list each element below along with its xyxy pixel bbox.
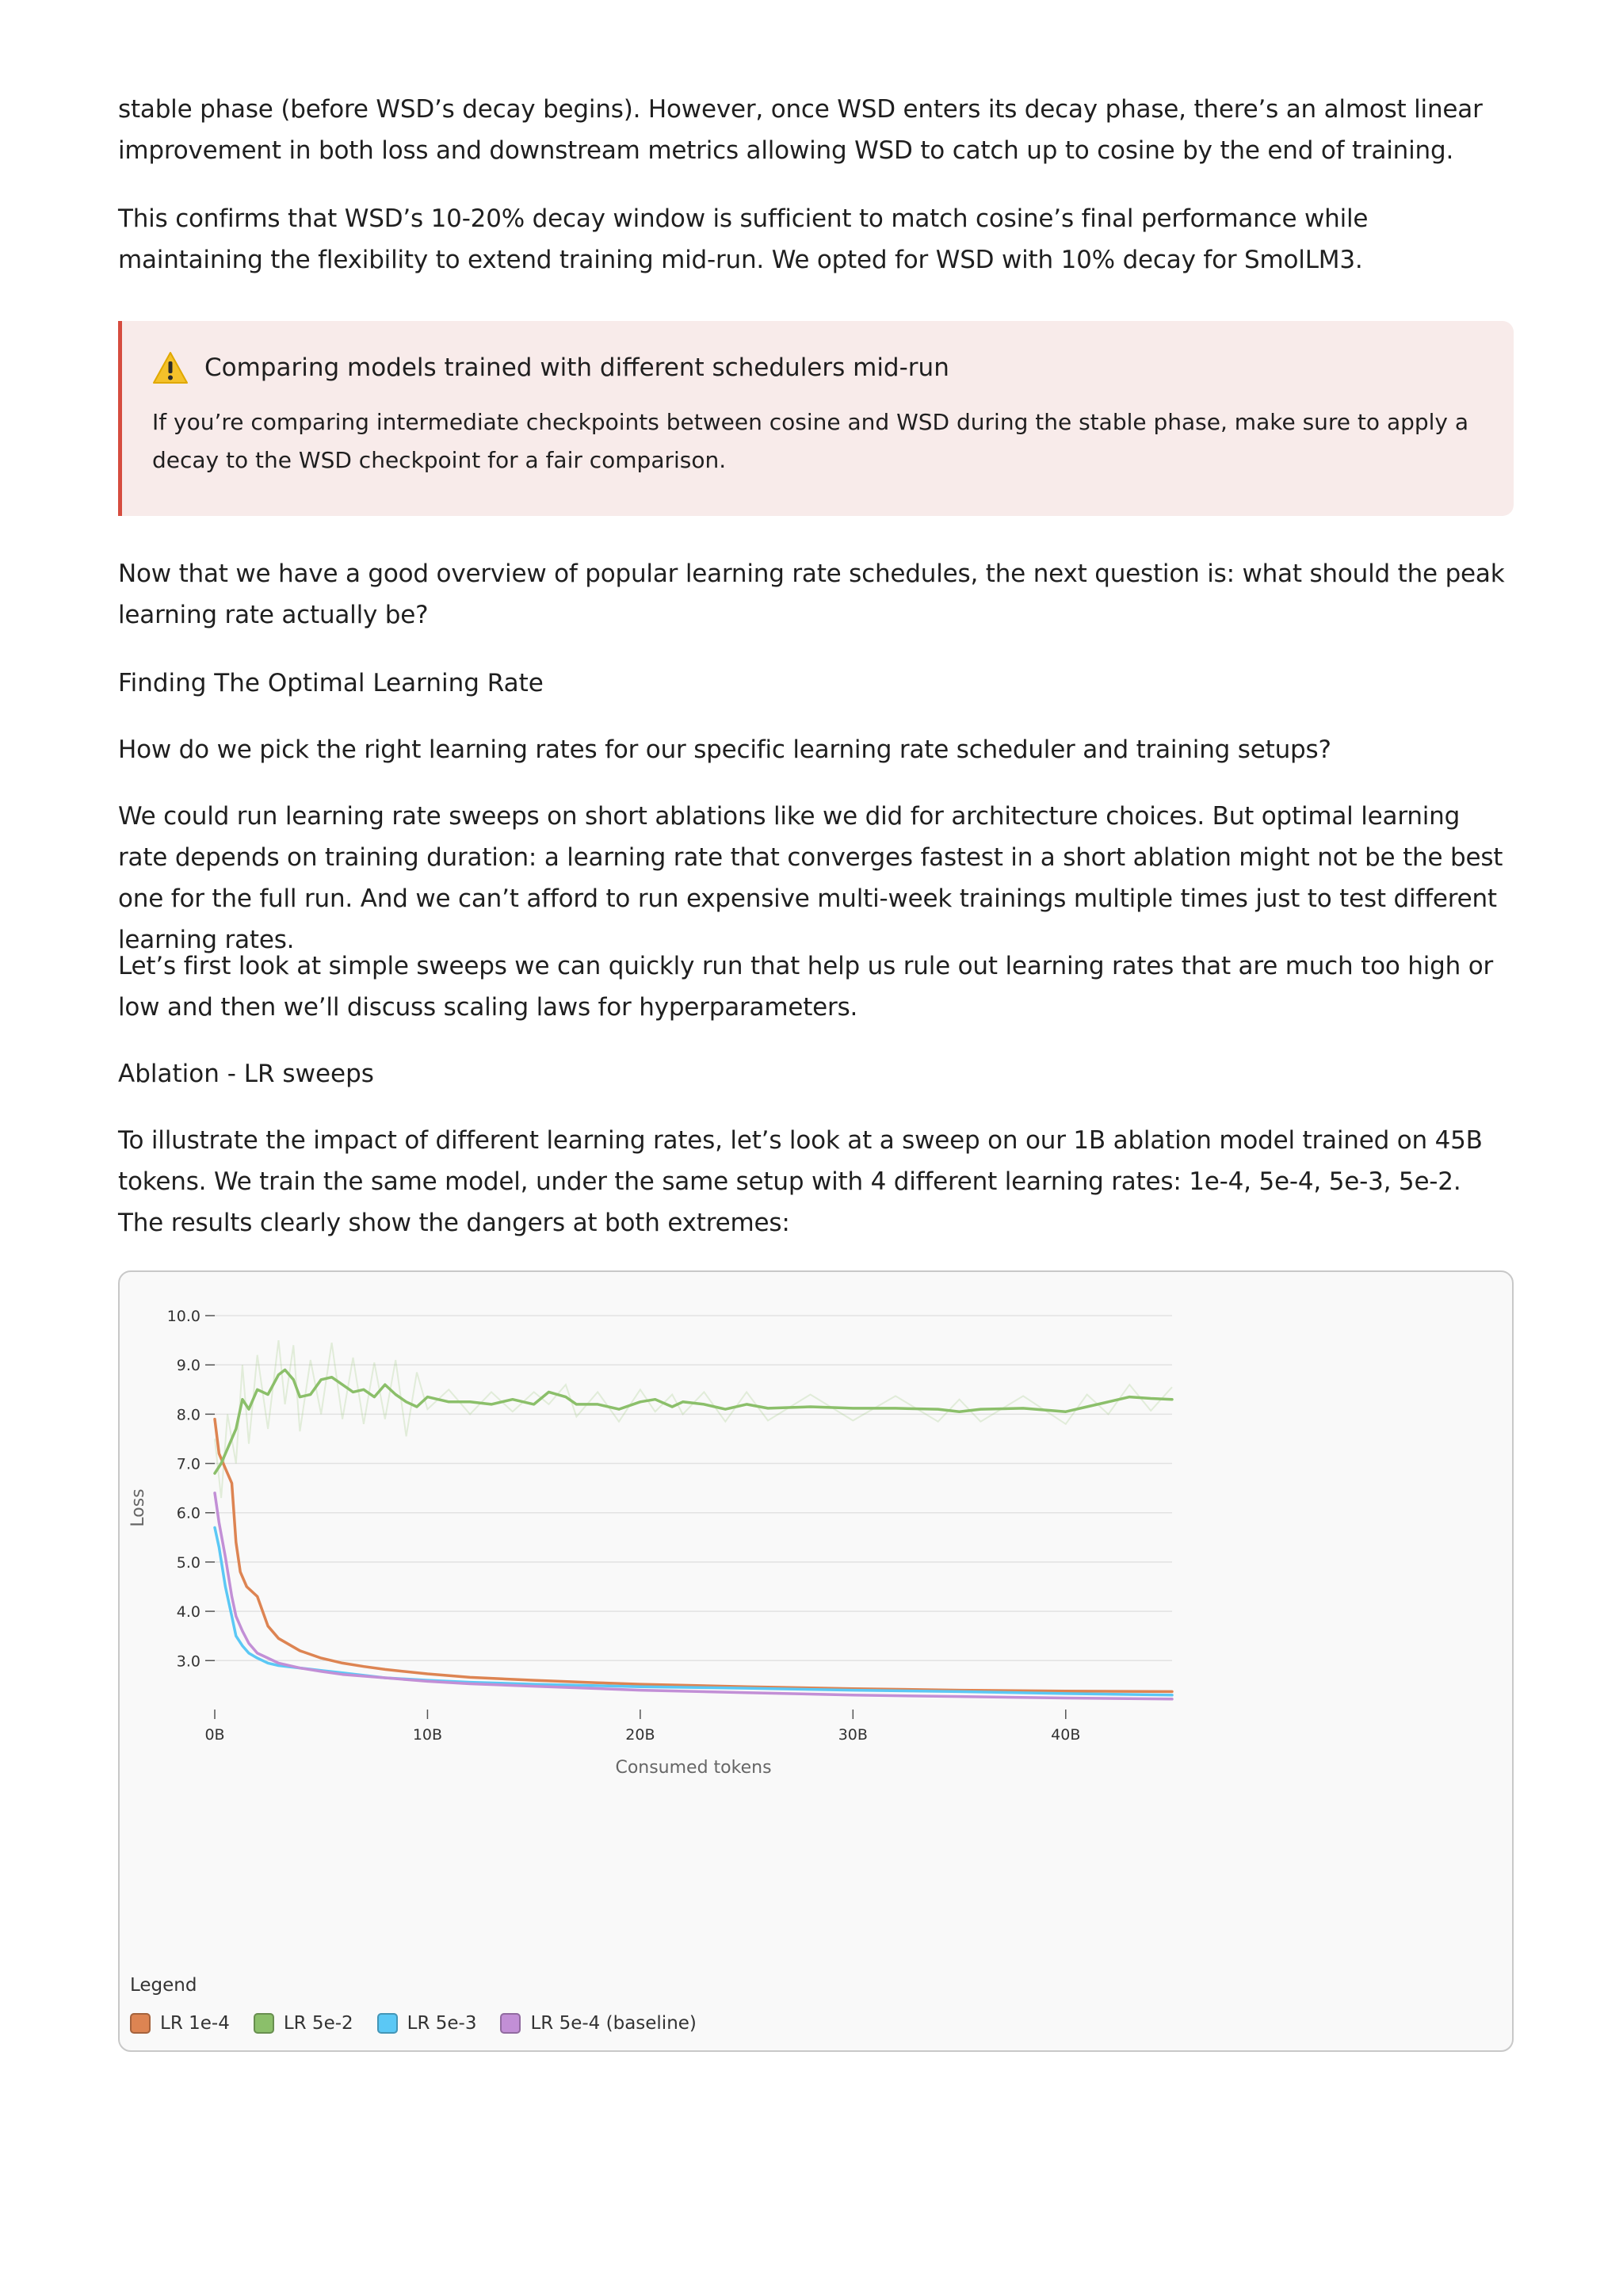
- y-axis-label: Loss: [128, 1488, 148, 1527]
- warning-icon: [152, 350, 189, 385]
- paragraph-3: Now that we have a good overview of popular learning rate schedules, the next question is: what should the peak learning rate actually be?: [118, 560, 1505, 629]
- warning-callout: [118, 321, 1514, 516]
- paragraph-2: This confirms that WSD’s 10-20% decay window is sufficient to match cosine’s final performance while maintaining the flexibility to extend training mid-run. We opted for WSD with 10% decay for SmolLM3.: [118, 204, 1369, 274]
- x-axis-label: Consumed tokens: [615, 1758, 772, 1778]
- legend-item[interactable]: [377, 2013, 477, 2034]
- chart-legend: [130, 2013, 720, 2034]
- x-tick-label: 20B: [625, 1726, 655, 1744]
- y-tick-label: 8.0: [176, 1406, 200, 1424]
- paragraph-4: How do we pick the right learning rates for our specific learning rate scheduler and training setups?: [118, 735, 1331, 764]
- y-tick-label: 6.0: [176, 1504, 200, 1522]
- legend-title: Legend: [130, 1975, 197, 1996]
- y-tick-label: 5.0: [176, 1553, 200, 1572]
- legend-label: LR 5e-2: [283, 2013, 353, 2034]
- section-heading-lr-sweeps: Ablation - LR sweeps: [118, 1060, 374, 1088]
- series-line-lr-1e-4[interactable]: [215, 1419, 1172, 1692]
- y-tick-label: 4.0: [176, 1603, 200, 1622]
- x-tick-label: 40B: [1051, 1726, 1081, 1744]
- legend-label: LR 5e-3: [407, 2013, 477, 2034]
- y-tick-label: 9.0: [176, 1357, 200, 1375]
- legend-item[interactable]: [130, 2013, 230, 2034]
- legend-swatch: [500, 2013, 521, 2034]
- loss-chart[interactable]: [120, 1272, 1512, 1969]
- loss-chart-container: [118, 1270, 1514, 2052]
- legend-item[interactable]: [500, 2013, 696, 2034]
- y-tick-label: 7.0: [176, 1455, 200, 1473]
- paragraph-5: We could run learning rate sweeps on short ablations like we did for architecture choices. But optimal learning rate depends on training duration: a learning rate that converges fastest in a short ablation might not be the best one for the full run. And we can’t afford to run expensive multi-week trainings multiple times just to test different learning rates.: [118, 802, 1503, 954]
- y-tick-label: 3.0: [176, 1652, 200, 1671]
- x-tick-label: 10B: [412, 1726, 443, 1744]
- paragraph-1: stable phase (before WSD’s decay begins). However, once WSD enters its decay phase, there’s an almost linear improvement in both loss and downstream metrics allowing WSD to catch up to cosine by the end of training.: [118, 95, 1483, 165]
- legend-swatch: [254, 2013, 274, 2034]
- section-heading-optimal-lr: Finding The Optimal Learning Rate: [118, 669, 544, 697]
- legend-label: LR 1e-4: [160, 2013, 230, 2034]
- paragraph-6: Let’s first look at simple sweeps we can quickly run that help us rule out learning rates that are much too high or low and then we’ll discuss scaling laws for hyperparameters.: [118, 952, 1494, 1022]
- legend-swatch: [377, 2013, 398, 2034]
- series-line-lr-5e-4-baseline[interactable]: [215, 1493, 1172, 1699]
- paragraph-7: To illustrate the impact of different learning rates, let’s look at a sweep on our 1B ablation model trained on 45B tokens. We train the same model, under the same setup with 4 different learning rates: 1e-4, 5e-4, 5e-3, 5e-2. The results clearly show the dangers at both extremes:: [118, 1126, 1483, 1237]
- y-tick-label: 10.0: [166, 1308, 200, 1325]
- legend-swatch: [130, 2013, 151, 2034]
- x-tick-label: 0B: [204, 1726, 225, 1744]
- callout-title-row: [152, 350, 949, 386]
- x-tick-label: 30B: [838, 1726, 868, 1744]
- callout-body: If you’re comparing intermediate checkpoints between cosine and WSD during the stable phase, make sure to apply a decay to the WSD checkpoint for a fair comparison.: [152, 409, 1469, 473]
- legend-label: LR 5e-4 (baseline): [530, 2013, 697, 2034]
- series-raw-line-lr-5e-2: [215, 1340, 1172, 1498]
- legend-item[interactable]: [254, 2013, 353, 2034]
- callout-title: Comparing models trained with different schedulers mid-run: [204, 353, 949, 382]
- series-line-lr-5e-2[interactable]: [215, 1370, 1172, 1473]
